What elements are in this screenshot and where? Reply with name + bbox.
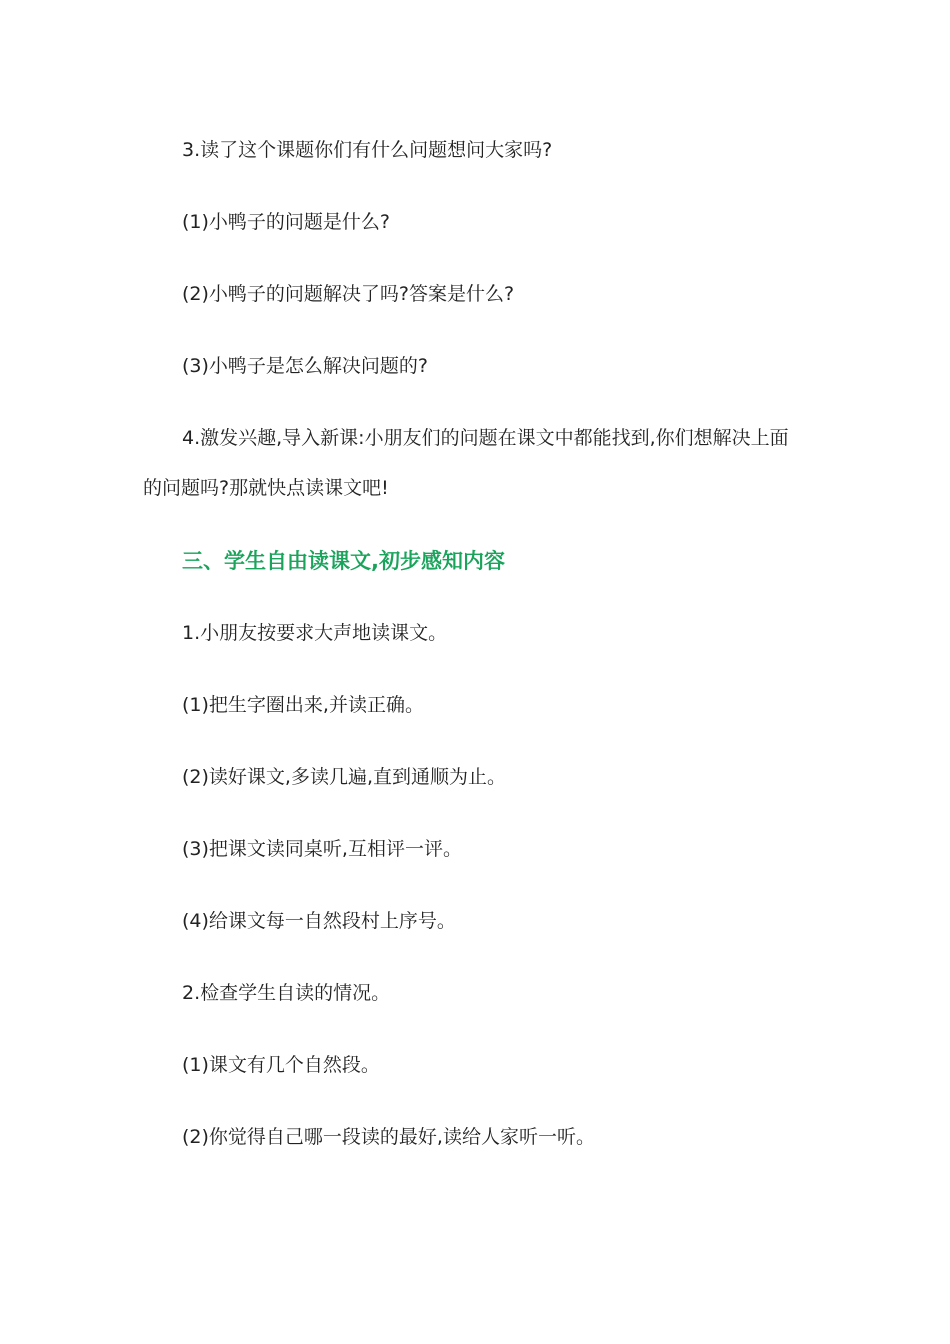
- paragraph: 1.小朋友按要求大声地读课文。: [182, 622, 448, 644]
- paragraph: (1)小鸭子的问题是什么?: [182, 211, 390, 233]
- paragraph: (3)小鸭子是怎么解决问题的?: [182, 355, 428, 377]
- paragraph: (2)小鸭子的问题解决了吗?答案是什么?: [182, 283, 515, 305]
- paragraph: (2)读好课文,多读几遍,直到通顺为止。: [182, 766, 506, 788]
- paragraph: (1)课文有几个自然段。: [182, 1054, 380, 1076]
- paragraph: 2.检查学生自读的情况。: [182, 982, 391, 1004]
- paragraph: (3)把课文读同桌听,互相评一评。: [182, 838, 462, 860]
- paragraph: (4)给课文每一自然段村上序号。: [182, 910, 456, 932]
- paragraph: (2)你觉得自己哪一段读的最好,读给人家听一听。: [182, 1126, 595, 1148]
- paragraph: 3.读了这个课题你们有什么问题想问大家吗?: [182, 139, 553, 161]
- section-heading: 三、学生自由读课文,初步感知内容: [182, 549, 505, 573]
- paragraph: (1)把生字圈出来,并读正确。: [182, 694, 424, 716]
- paragraph: 4.激发兴趣,导入新课:小朋友们的问题在课文中都能找到,你们想解决上面的问题吗?那就快点读课文吧!: [143, 427, 789, 499]
